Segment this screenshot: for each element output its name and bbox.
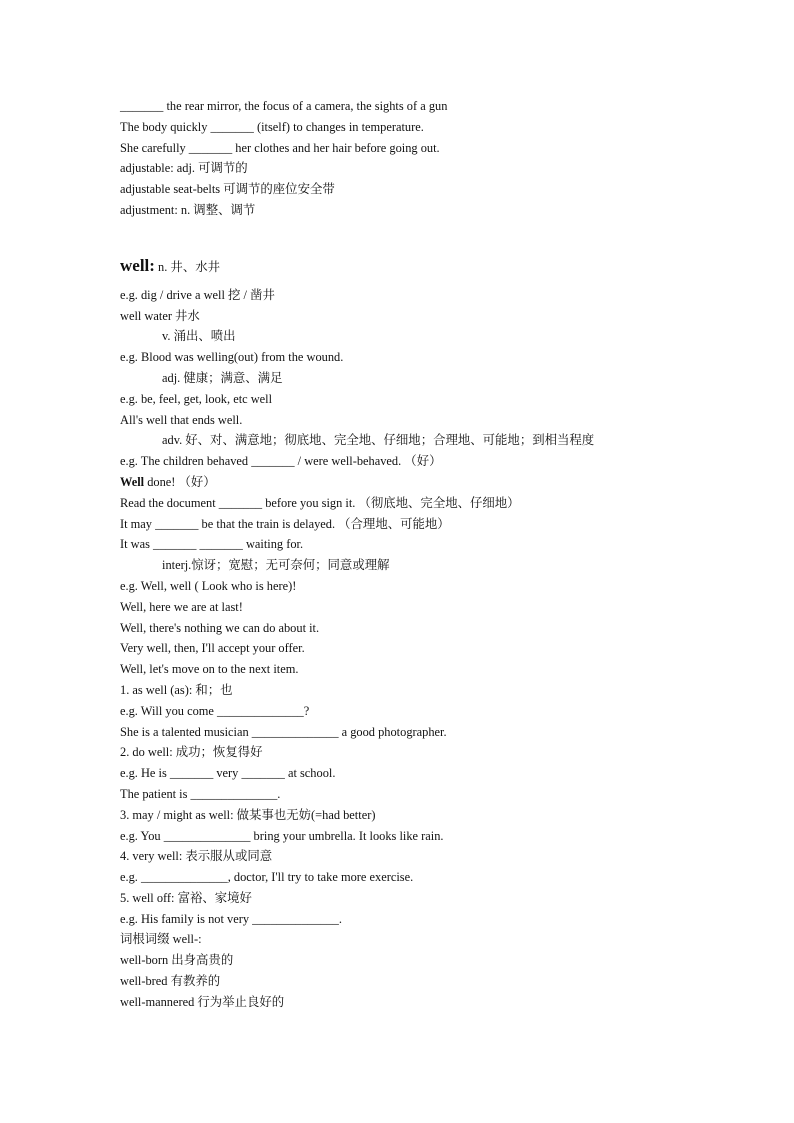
section-gap	[120, 221, 720, 253]
text-line: Read the document _______ before you sign it. （彻底地、完全地、仔细地）	[120, 495, 520, 510]
sense-label: v. 涌出、喷出	[162, 329, 236, 344]
text-line: e.g. You ______________ bring your umbrella. It looks like rain.	[120, 828, 444, 843]
text-line: It may _______ be that the train is delayed. （合理地、可能地）	[120, 516, 450, 531]
text-line: well-bred 有教养的	[120, 974, 221, 989]
sense-label: adj. 健康；满意、满足	[162, 370, 283, 385]
text-line: 1. as well (as): 和；也	[120, 682, 233, 697]
text-line: e.g. dig / drive a well 挖 / 凿井	[120, 287, 275, 302]
text-line: e.g. Well, well ( Look who is here)!	[120, 578, 297, 593]
text-line: e.g. He is _______ very _______ at school.	[120, 766, 336, 781]
text-line: adjustable seat-belts 可调节的座位安全带	[120, 182, 335, 197]
text-line: 5. well off: 富裕、家境好	[120, 890, 252, 905]
text-line: It was _______ _______ waiting for.	[120, 537, 304, 552]
text-line: e.g. ______________, doctor, I'll try to take more exercise.	[120, 870, 414, 885]
text-line: _______ the rear mirror, the focus of a camera, the sights of a gun	[120, 99, 448, 113]
text-line: e.g. be, feel, get, look, etc well	[120, 391, 273, 406]
text-line: Well done! （好）	[120, 474, 216, 489]
bold-word: Well	[120, 474, 145, 489]
text-line: e.g. Blood was welling(out) from the wound.	[120, 350, 344, 365]
text-line: well-mannered 行为举止良好的	[120, 994, 285, 1009]
headword-definition: n. 井、水井	[154, 259, 220, 274]
text-line: Well, let's move on to the next item.	[120, 662, 299, 677]
text-line: e.g. His family is not very ______________.	[120, 911, 342, 926]
entry-heading	[120, 253, 720, 279]
text-line: The patient is ______________.	[120, 786, 281, 801]
text-line: Very well, then, I'll accept your offer.	[120, 641, 305, 656]
text-line: Well, there's nothing we can do about it.	[120, 620, 320, 635]
text-line: e.g. The children behaved _______ / were well-behaved. （好）	[120, 454, 442, 469]
document-page	[120, 96, 720, 1013]
text-line: She is a talented musician ______________ a good photographer.	[120, 724, 447, 739]
text-line: 2. do well: 成功；恢复得好	[120, 745, 263, 760]
text-line: Well, here we are at last!	[120, 599, 243, 614]
text-line: She carefully _______ her clothes and her hair before going out.	[120, 140, 440, 155]
sense-label: interj.惊讶；宽慰；无可奈何；同意或理解	[162, 558, 390, 573]
text-line: 3. may / might as well: 做某事也无妨(=had better)	[120, 807, 376, 822]
text-line: adjustment: n. 调整、调节	[120, 202, 256, 217]
text-line: 4. very well: 表示服从或同意	[120, 849, 273, 864]
sense-label: adv. 好、对、满意地；彻底地、完全地、仔细地；合理地、可能地；到相当程度	[162, 433, 595, 448]
text-line: e.g. Will you come ______________?	[120, 703, 310, 718]
text-line: All's well that ends well.	[120, 412, 243, 427]
text-line: The body quickly _______ (itself) to changes in temperature.	[120, 119, 424, 134]
text-line: well water 井水	[120, 308, 200, 323]
text-line: 词根词缀 well-:	[120, 932, 202, 947]
text-line: well-born 出身高贵的	[120, 953, 234, 968]
headword: well:	[120, 255, 155, 275]
text-line: adjustable: adj. 可调节的	[120, 161, 248, 176]
